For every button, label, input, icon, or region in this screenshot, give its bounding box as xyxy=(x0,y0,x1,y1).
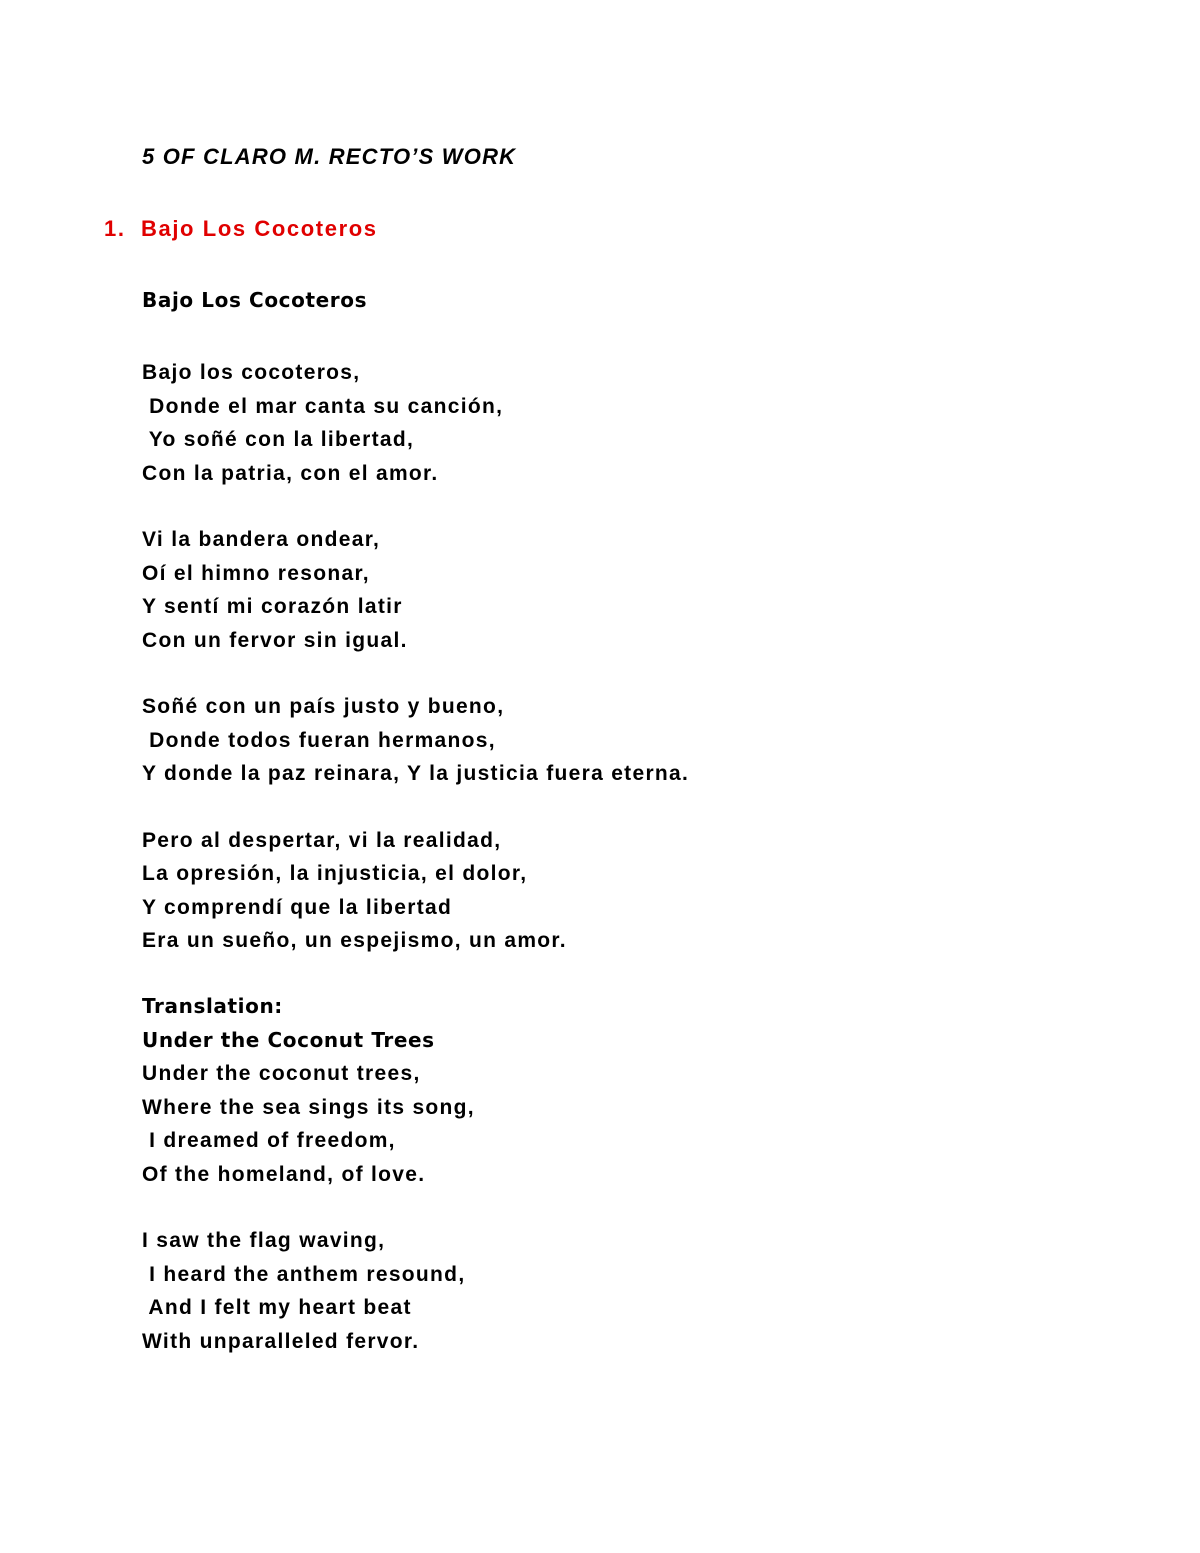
poem-line: Soñé con un país justo y bueno, xyxy=(142,695,505,718)
section-heading-text: Bajo Los Cocoteros xyxy=(141,216,378,241)
poem-line: Pero al despertar, vi la realidad, xyxy=(142,828,502,852)
poem-line: Donde el mar canta su canción, xyxy=(142,394,504,418)
translation-line: Under the coconut trees, xyxy=(142,1062,421,1085)
poem-stanza xyxy=(142,523,1142,657)
poem-line: Yo soñé con la libertad, xyxy=(142,428,415,451)
poem-line: La opresión, la injusticia, el dolor, xyxy=(142,862,528,885)
poem-stanza xyxy=(142,824,1142,958)
poem-stanza xyxy=(142,690,1142,791)
section-number: 1. xyxy=(104,216,126,241)
translation-line: With unparalleled fervor. xyxy=(142,1329,420,1353)
poem-stanzas xyxy=(142,356,1142,991)
translation-line: Where the sea sings its song, xyxy=(142,1095,475,1119)
poem-title: Bajo Los Cocoteros xyxy=(142,288,368,312)
translation-line: Of the homeland, of love. xyxy=(142,1162,426,1186)
translation-stanza xyxy=(142,1224,1142,1358)
document-title: 5 OF CLARO M. RECTO’S WORK xyxy=(142,144,517,169)
poem-stanza xyxy=(142,356,1142,490)
translation-title: Under the Coconut Trees xyxy=(142,1027,435,1052)
poem-line: Vi la bandera ondear, xyxy=(142,528,381,551)
translation-line: I heard the anthem resound, xyxy=(142,1262,466,1286)
translation-line: I saw the flag waving, xyxy=(142,1229,386,1252)
poem-line: Y comprendí que la libertad xyxy=(142,895,453,919)
poem-line: Y sentí mi corazón latir xyxy=(142,595,403,618)
translation-stanza xyxy=(142,1057,1142,1191)
poem-line: Oí el himno resonar, xyxy=(142,561,370,585)
poem-line: Con un fervor sin igual. xyxy=(142,628,408,652)
section-heading xyxy=(104,216,378,242)
poem-line: Con la patria, con el amor. xyxy=(142,461,439,485)
translation-stanzas xyxy=(142,1057,1142,1358)
poem-line: Bajo los cocoteros, xyxy=(142,361,361,384)
translation-line: I dreamed of freedom, xyxy=(142,1129,396,1152)
poem-line: Era un sueño, un espejismo, un amor. xyxy=(142,929,567,952)
translation-label: Translation: xyxy=(142,994,283,1018)
translation-block xyxy=(142,990,1142,1391)
poem-line: Y donde la paz reinara, Y la justicia fuera eterna. xyxy=(142,762,690,785)
translation-line: And I felt my heart beat xyxy=(142,1296,412,1319)
poem-line: Donde todos fueran hermanos, xyxy=(142,728,496,752)
